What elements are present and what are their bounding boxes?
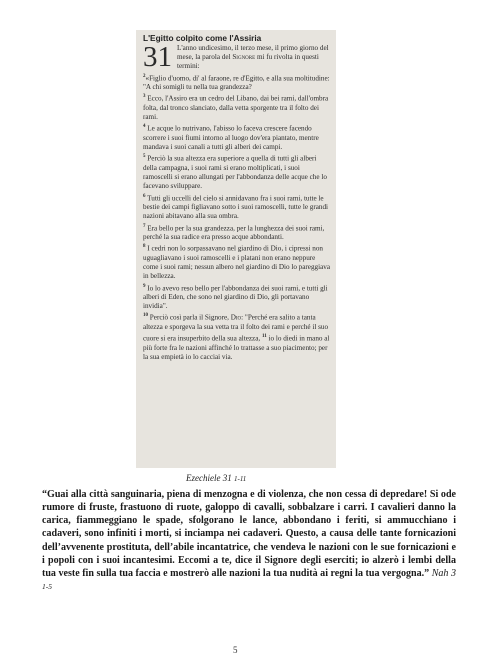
verse-2: $^2$«Figlio d'uomo, di' al faraone, re d'Egitto, e alla sua moltitudine: "A chi somigli tu nella tua grandezza?	[143, 73, 330, 92]
verse-7: $^7$ Era bello per la sua grandezza, per la lunghezza dei suoi rami, perché la sua radice era presso acque abbondanti.	[143, 223, 325, 242]
section-title: L'Egitto colpito come l'Assiria	[143, 33, 262, 43]
quote-nahum	[42, 488, 456, 593]
page-number: 5	[233, 645, 238, 655]
verse-10: $^{10}$ Perciò così parla il Signore, Dio: "Perché era salito a tanta altezza e sporgeva la sua vetta tra il folto dei rami e perché il suo cuore si era insuperbito della sua altezza, $^{11}$ io lo diedi in mano al più forte fra le nazioni affinché lo trattasse a suo piacimento; per la sua empietà io lo cacciai via.	[143, 313, 330, 362]
quote-text: “Guai alla città sanguinaria, piena di menzogna e di violenza, che non cessa di depredare! Si ode rumore di fruste, frastuono di ruote, galoppo di cavalli, sobbalzare i carri. I cavalieri danno la carica, fiammeggiano le spade, sfolgorano le lance, abbondano i feriti, si ammucchiano i cadaveri, sono infiniti i morti, si inciampa nei cadaveri. Questo, a causa delle tante fornicazioni dell’avvenente prostituta, dell’abile incantatrice, che vendeva le nazioni con le sue fornicazioni e i popoli con i suoi incantesimi. Eccomi a te, dice il Signore degli eserciti; io alzerò i lembi della tua veste fin sulla tua faccia e mostrerò alle nazioni la tua nudità ai regni la tua vergogna.”	[42, 489, 456, 579]
verse-1: L'anno undicesimo, il terzo mese, il primo giorno del mese, la parola del Signore mi fu rivolta in questi termini:	[177, 44, 329, 71]
verse-3: $^3$ Ecco, l'Assiro era un cedro del Libano, dai bei rami, dall'ombra folta, dal tronco slanciato, dalla vetta sporgente tra il folto dei rami.	[143, 94, 329, 122]
chapter-block	[143, 41, 330, 92]
verse-9: $^9$ Io lo avevo reso bello per l'abbondanza dei suoi rami, e tutti gli alberi di Eden, che sono nel giardino di Dio, gli portavano invidia".	[143, 283, 328, 311]
verse-4: $^4$ Le acque lo nutrivano, l'abisso lo faceva crescere facendo scorrere i suoi fiumi intorno al luogo dov'era piantato, mentre mandava i suoi canali a tutti gli alberi dei campi.	[143, 124, 319, 152]
chapter-number: 31	[143, 41, 172, 73]
verse-8: $^8$ I cedri non lo sorpassavano nel giardino di Dio, i cipressi non uguagliavano i suoi ramoscelli e i platani non erano neppure come i suoi rami; nessun albero nel giardino di Dio lo pareggiava in bellezza.	[143, 244, 330, 281]
reference-ezechiele: Ezechiele 31 1-11	[186, 473, 247, 483]
verse-5: $^5$ Perciò la sua altezza era superiore a quella di tutti gli alberi della campagna, i suoi rami si erano moltiplicati, i suoi ramoscelli si erano allungati per l'abbondanza delle acque che lo facevano sviluppare.	[143, 154, 327, 191]
verse-6: $^6$ Tutti gli uccelli del cielo si annidavano fra i suoi rami, tutte le bestie dei campi figliavano sotto i suoi ramoscelli, tutte le grandi nazioni abitavano alla sua ombra.	[143, 193, 329, 221]
reference-nahum: Nah 3 1-5	[42, 567, 456, 592]
scanned-bible-excerpt	[136, 30, 336, 468]
